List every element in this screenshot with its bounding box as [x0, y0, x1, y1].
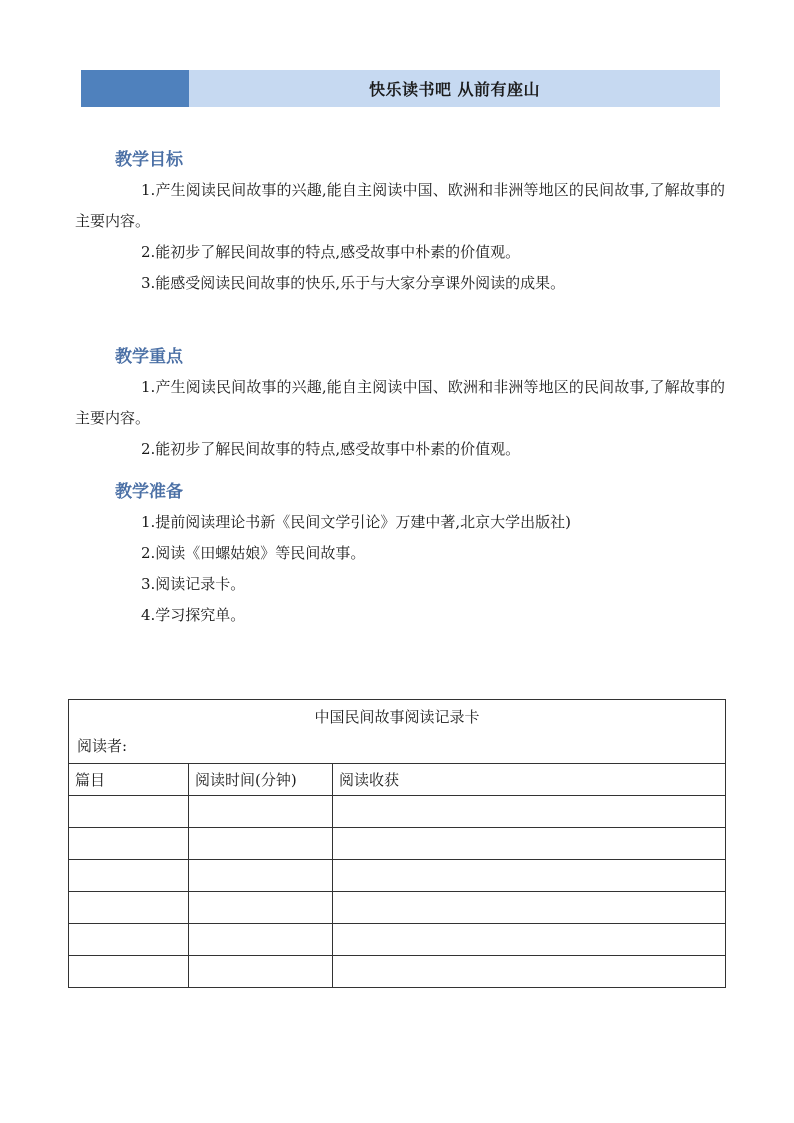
key-points-heading: 教学重点	[115, 347, 183, 367]
preparation-item: 3.阅读记录卡。	[141, 575, 246, 593]
table-row	[69, 892, 726, 924]
title-bar	[81, 70, 720, 107]
table-cell[interactable]	[333, 924, 726, 956]
section-goals	[75, 145, 725, 299]
table-cell[interactable]	[189, 860, 333, 892]
goal-item: 2.能初步了解民间故事的特点,感受故事中朴素的价值观。	[141, 243, 521, 261]
reading-record-table	[68, 699, 726, 988]
table-row	[69, 924, 726, 956]
table-cell[interactable]	[189, 924, 333, 956]
title-accent-block	[81, 70, 189, 107]
table-cell[interactable]	[69, 796, 189, 828]
table-header-row	[69, 764, 726, 796]
page-title: 快乐读书吧 从前有座山	[189, 70, 720, 107]
reader-label: 阅读者:	[77, 737, 128, 755]
table-cell[interactable]	[333, 956, 726, 988]
record-card-title: 中国民间故事阅读记录卡	[314, 708, 480, 726]
table-cell[interactable]	[333, 796, 726, 828]
preparation-item: 1.提前阅读理论书新《民间文学引论》万建中著,北京大学出版社)	[141, 513, 571, 531]
key-point-item: 1.产生阅读民间故事的兴趣,能自主阅读中国、欧洲和非洲等地区的民间故事,了解故事的主要内容。	[75, 378, 725, 427]
column-header-time: 阅读时间(分钟)	[189, 764, 333, 796]
record-card-header	[69, 700, 726, 764]
table-cell[interactable]	[189, 796, 333, 828]
column-header-title: 篇目	[69, 764, 189, 796]
table-cell[interactable]	[189, 956, 333, 988]
table-cell[interactable]	[69, 924, 189, 956]
table-row	[69, 956, 726, 988]
preparation-heading: 教学准备	[115, 482, 183, 502]
goal-item: 1.产生阅读民间故事的兴趣,能自主阅读中国、欧洲和非洲等地区的民间故事,了解故事的主要内容。	[75, 181, 725, 230]
goal-item: 3.能感受阅读民间故事的快乐,乐于与大家分享课外阅读的成果。	[141, 274, 566, 292]
preparation-item: 4.学习探究单。	[141, 606, 246, 624]
goals-heading: 教学目标	[115, 150, 183, 170]
table-cell[interactable]	[69, 860, 189, 892]
table-cell[interactable]	[333, 828, 726, 860]
key-point-item: 2.能初步了解民间故事的特点,感受故事中朴素的价值观。	[141, 440, 521, 458]
table-row	[69, 828, 726, 860]
preparation-item: 2.阅读《田螺姑娘》等民间故事。	[141, 544, 366, 562]
table-cell[interactable]	[69, 956, 189, 988]
table-row	[69, 860, 726, 892]
table-cell[interactable]	[69, 828, 189, 860]
section-preparation	[75, 477, 725, 631]
column-header-gain: 阅读收获	[333, 764, 726, 796]
table-cell[interactable]	[333, 892, 726, 924]
table-row	[69, 796, 726, 828]
table-cell[interactable]	[189, 892, 333, 924]
section-key-points	[75, 342, 725, 465]
table-cell[interactable]	[69, 892, 189, 924]
table-cell[interactable]	[333, 860, 726, 892]
table-cell[interactable]	[189, 828, 333, 860]
